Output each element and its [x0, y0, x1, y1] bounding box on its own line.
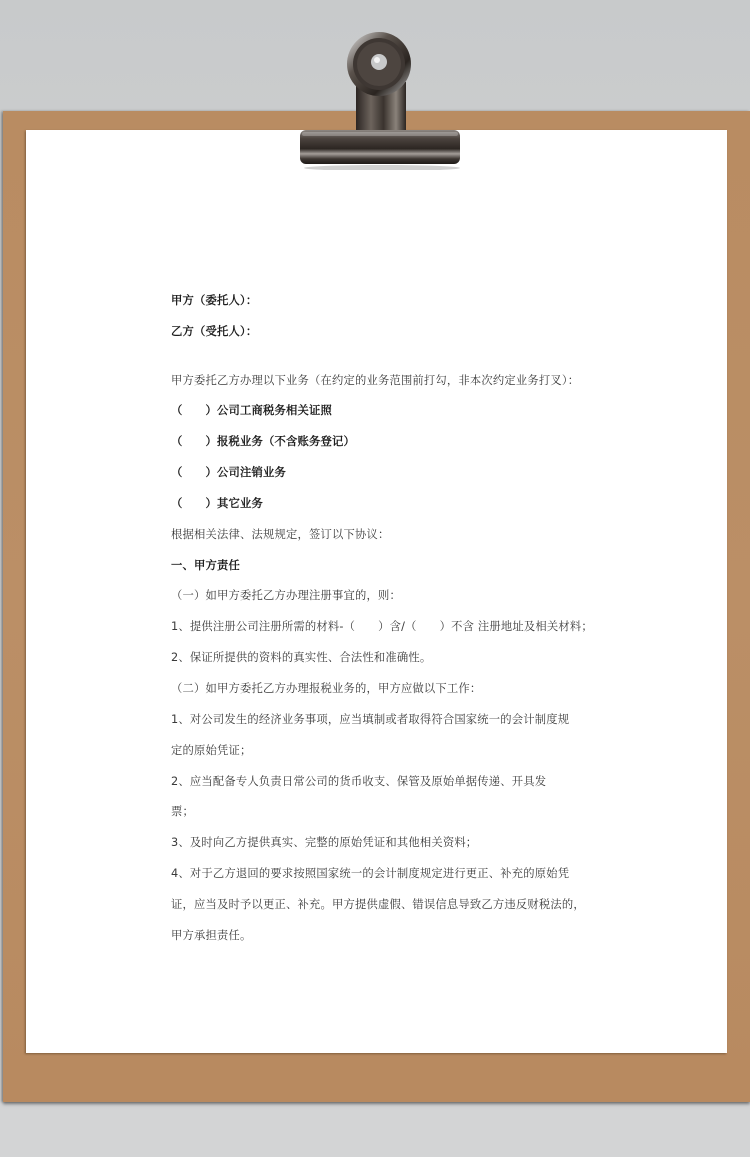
party-a-label: 甲方（委托人）： — [171, 294, 258, 307]
basis-text: 根据相关法律、法规规定，签订以下协议： — [171, 528, 390, 541]
sub2-item-3: 3、及时向乙方提供真实、完整的原始凭证和其他相关资料； — [171, 836, 478, 849]
sub2-title: （二）如甲方委托乙方办理报税业务的，甲方应做以下工作： — [171, 682, 482, 695]
option-deregistration: （ ）公司注销业务 — [171, 466, 286, 479]
sub2-item-2b: 票； — [171, 805, 194, 818]
sub2-item-1b: 定的原始凭证； — [171, 744, 252, 757]
sub2-item-4c: 甲方承担责任。 — [171, 929, 252, 942]
sub2-item-1a: 1、对公司发生的经济业务事项，应当填制或者取得符合国家统一的会计制度规 — [171, 713, 570, 726]
sub2-item-4b: 证，应当及时予以更正、补充。甲方提供虚假、错误信息导致乙方违反财税法的， — [171, 898, 585, 911]
option-other: （ ）其它业务 — [171, 497, 263, 510]
sub1-item-1: 1、提供注册公司注册所需的材料-（ ）含/（ ）不含 注册地址及相关材料； — [171, 620, 593, 633]
sub2-item-2a: 2、应当配备专人负责日常公司的货币收支、保管及原始单据传递、开具发 — [171, 775, 547, 788]
sub1-title: （一）如甲方委托乙方办理注册事宜的，则： — [171, 589, 401, 602]
section1-title: 一、甲方责任 — [171, 559, 240, 572]
sub1-item-2: 2、保证所提供的资料的真实性、合法性和准确性。 — [171, 651, 432, 664]
option-tax-filing: （ ）报税业务（不含账务登记） — [171, 435, 355, 448]
sub2-item-4a: 4、对于乙方退回的要求按照国家统一的会计制度规定进行更正、补充的原始凭 — [171, 867, 570, 880]
party-b-label: 乙方（受托人）： — [171, 325, 258, 338]
intro-text: 甲方委托乙方办理以下业务（在约定的业务范围前打勾，非本次约定业务打叉）： — [171, 374, 580, 387]
binder-clip-icon — [296, 22, 462, 170]
option-business-license: （ ）公司工商税务相关证照 — [171, 404, 332, 417]
